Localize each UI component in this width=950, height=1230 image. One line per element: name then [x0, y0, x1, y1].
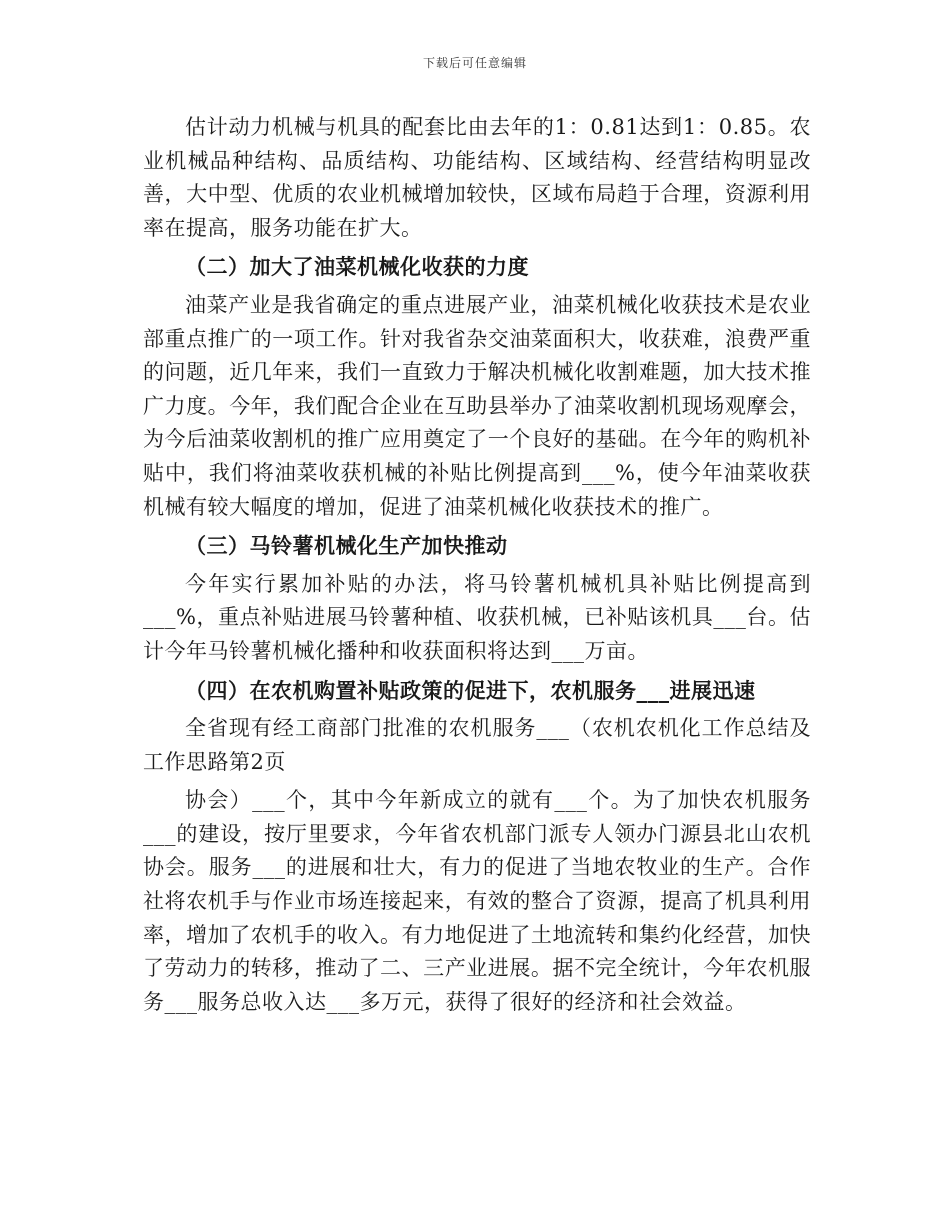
section-heading-4: （四）在农机购置补贴政策的促进下，农机服务___进展迅速	[185, 677, 756, 703]
paragraph-3: 今年实行累加补贴的办法，将马铃薯机械机具补贴比例提高到___%，重点补贴进展马铃薯种植、收获机械，已补贴该机具___台。估计今年马铃薯机械化播种和收获面积将达到___万亩。	[143, 571, 811, 663]
page-header-note: 下载后可任意编辑	[422, 56, 527, 70]
section-heading-3: （三）马铃薯机械化生产加快推动	[185, 533, 508, 559]
paragraph-1: 估计动力机械与机具的配套比由去年的1：0.81达到1：0.85。农业机械品种结构、品质结构、功能结构、区域结构、经营结构明显改善，大中型、优质的农业机械增加较快，区域布局趋于合理，资源利用率在提高，服务功能在扩大。	[143, 115, 811, 240]
document-body	[143, 111, 811, 1019]
section-heading-2: （二）加大了油菜机械化收获的力度	[185, 254, 529, 280]
paragraph-2: 油菜产业是我省确定的重点进展产业，油菜机械化收获技术是农业部重点推广的一项工作。针对我省杂交油菜面积大，收获难，浪费严重的问题，近几年来，我们一直致力于解决机械化收割难题，加大技术推广力度。今年，我们配合企业在互助县举办了油菜收割机现场观摩会，为今后油菜收割机的推广应用奠定了一个良好的基础。在今年的购机补贴中，我们将油菜收获机械的补贴比例提高到___%，使今年油菜收获机械有较大幅度的增加，促进了油菜机械化收获技术的推广。	[143, 292, 811, 519]
paragraph-4: 全省现有经工商部门批准的农机服务___（农机农机化工作总结及工作思路第2页	[143, 716, 811, 774]
paragraph-5: 协会）___个，其中今年新成立的就有___个。为了加快农机服务___的建设，按厅里要求，今年省农机部门派专人领办门源县北山农机协会。服务___的进展和壮大，有力的促进了当地农牧业的生产。合作社将农机手与作业市场连接起来，有效的整合了资源，提高了机具利用率，增加了农机手的收入。有力地促进了土地流转和集约化经营，加快了劳动力的转移，推动了二、三产业进展。据不完全统计，今年农机服务___服务总收入达___多万元，获得了很好的经济和社会效益。	[143, 788, 811, 1014]
